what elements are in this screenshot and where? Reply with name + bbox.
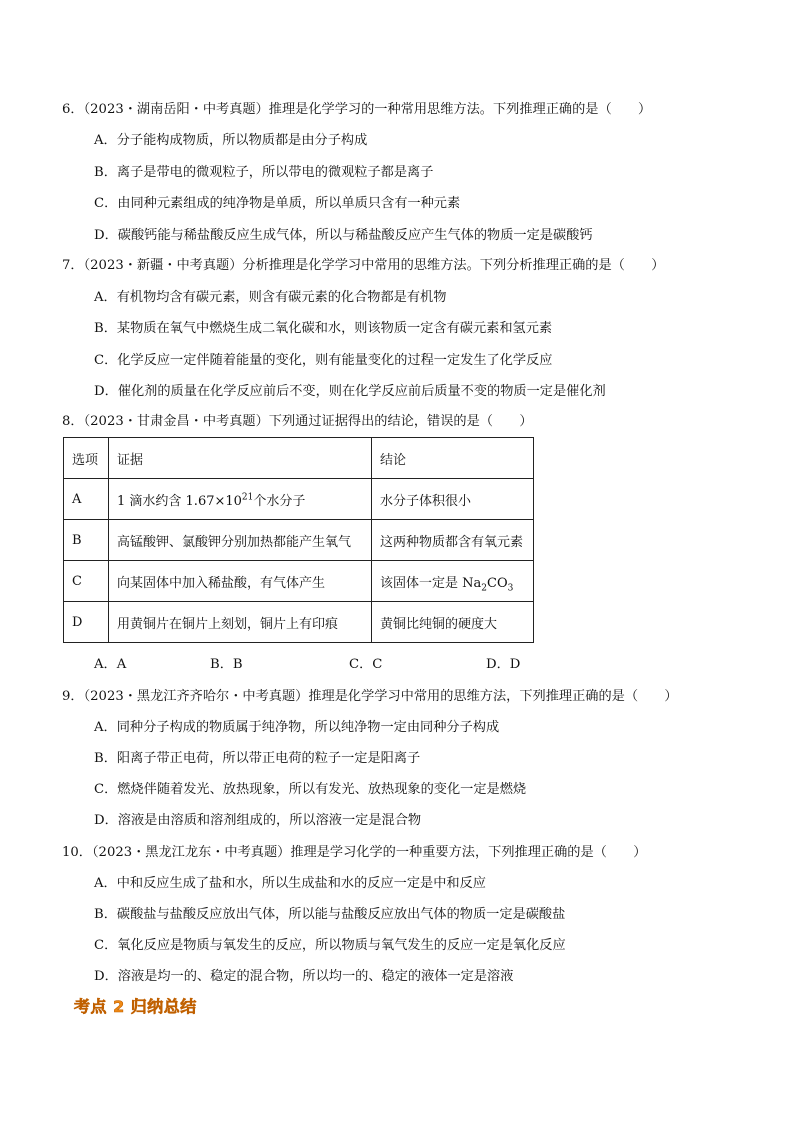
q7-option-c: C．化学反应一定伴随着能量的变化，则有能量变化的过程一定发生了化学反应 (94, 353, 553, 368)
q9-option-d: D．溶液是由溶质和溶剂组成的，所以溶液一定是混合物 (94, 813, 422, 828)
q7-option-d: D．催化剂的质量在化学反应前后不变，则在化学反应前后质量不变的物质一定是催化剂 (94, 384, 606, 399)
q7-option-a: A．有机物均含有碳元素，则含有碳元素的化合物都是有机物 (94, 290, 447, 305)
q7-option-b: B．某物质在氧气中燃烧生成二氧化碳和水，则该物质一定含有碳元素和氢元素 (94, 321, 553, 336)
q10-option-d: D．溶液是均一的、稳定的混合物，所以均一的、稳定的液体一定是溶液 (94, 969, 514, 984)
q8-choice-c: C．C (349, 657, 383, 672)
question-8-stem: 8．（2023・甘肃金昌・中考真题）下列通过证据得出的结论，错误的是（ ） (62, 414, 533, 429)
table-header-evidence: 证据 (109, 438, 372, 479)
question-9-stem: 9．（2023・黑龙江齐齐哈尔・中考真题）推理是化学学习中常用的思维方法，下列推理正确的是（ ） (62, 689, 678, 704)
q6-option-b: B．离子是带电的微观粒子，所以带电的微观粒子都是离子 (94, 165, 434, 180)
table-row (64, 520, 534, 561)
table-row (64, 602, 534, 643)
section-heading: 考点 2 归纳总结 (74, 997, 197, 1016)
evidence-table (63, 437, 534, 643)
q8-choice-b: B．B (210, 657, 243, 672)
q6-option-c: C．由同种元素组成的纯净物是单质，所以单质只含有一种元素 (94, 196, 461, 211)
q8-choice-a: A．A (94, 657, 127, 672)
table-row (64, 561, 534, 602)
table-header-option: 选项 (64, 438, 109, 479)
row-option: A (64, 479, 109, 520)
q9-option-b: B．阳离子带正电荷，所以带正电荷的粒子一定是阳离子 (94, 751, 421, 766)
row-conclusion: 这两种物质都含有氧元素 (372, 520, 534, 561)
question-10-stem: 10．（2023・黑龙江龙东・中考真题）推理是学习化学的一种重要方法，下列推理正确的是（ ） (62, 845, 647, 860)
row-conclusion: 水分子体积很小 (372, 479, 534, 520)
q9-option-a: A．同种分子构成的物质属于纯净物，所以纯净物一定由同种分子构成 (94, 720, 500, 735)
q10-option-c: C．氧化反应是物质与氧发生的反应，所以物质与氧气发生的反应一定是氧化反应 (94, 938, 566, 953)
q9-option-c: C．燃烧伴随着发光、放热现象，所以有发光、放热现象的变化一定是燃烧 (94, 782, 527, 797)
row-evidence: 向某固体中加入稀盐酸，有气体产生 (109, 561, 372, 602)
table-row (64, 479, 534, 520)
row-conclusion: 黄铜比纯铜的硬度大 (372, 602, 534, 643)
row-evidence: 用黄铜片在铜片上刻划，铜片上有印痕 (109, 602, 372, 643)
table-header-conclusion: 结论 (372, 438, 534, 479)
question-7-stem: 7．（2023・新疆・中考真题）分析推理是化学学习中常用的思维方法。下列分析推理正确的是（ ） (62, 258, 665, 273)
row-evidence: 高锰酸钾、氯酸钾分别加热都能产生氧气 (109, 520, 372, 561)
row-evidence: 1 滴水约含 $1.67\times 10^{21}$个水分子 (109, 479, 372, 520)
row-conclusion: 该固体一定是 $Na_2CO_3$ (372, 561, 534, 602)
question-6-stem: 6．（2023・湖南岳阳・中考真题）推理是化学学习的一种常用思维方法。下列推理正确的是（ ） (62, 102, 652, 117)
row-option: B (64, 520, 109, 561)
q8-choice-d: D．D (486, 657, 521, 672)
row-option: D (64, 602, 109, 643)
q6-option-a: A．分子能构成物质，所以物质都是由分子构成 (94, 133, 368, 148)
q6-option-d: D．碳酸钙能与稀盐酸反应生成气体，所以与稀盐酸反应产生气体的物质一定是碳酸钙 (94, 228, 593, 243)
q10-option-a: A．中和反应生成了盐和水，所以生成盐和水的反应一定是中和反应 (94, 876, 486, 891)
q10-option-b: B．碳酸盐与盐酸反应放出气体，所以能与盐酸反应放出气体的物质一定是碳酸盐 (94, 907, 566, 922)
table-header-row (64, 438, 534, 479)
row-option: C (64, 561, 109, 602)
